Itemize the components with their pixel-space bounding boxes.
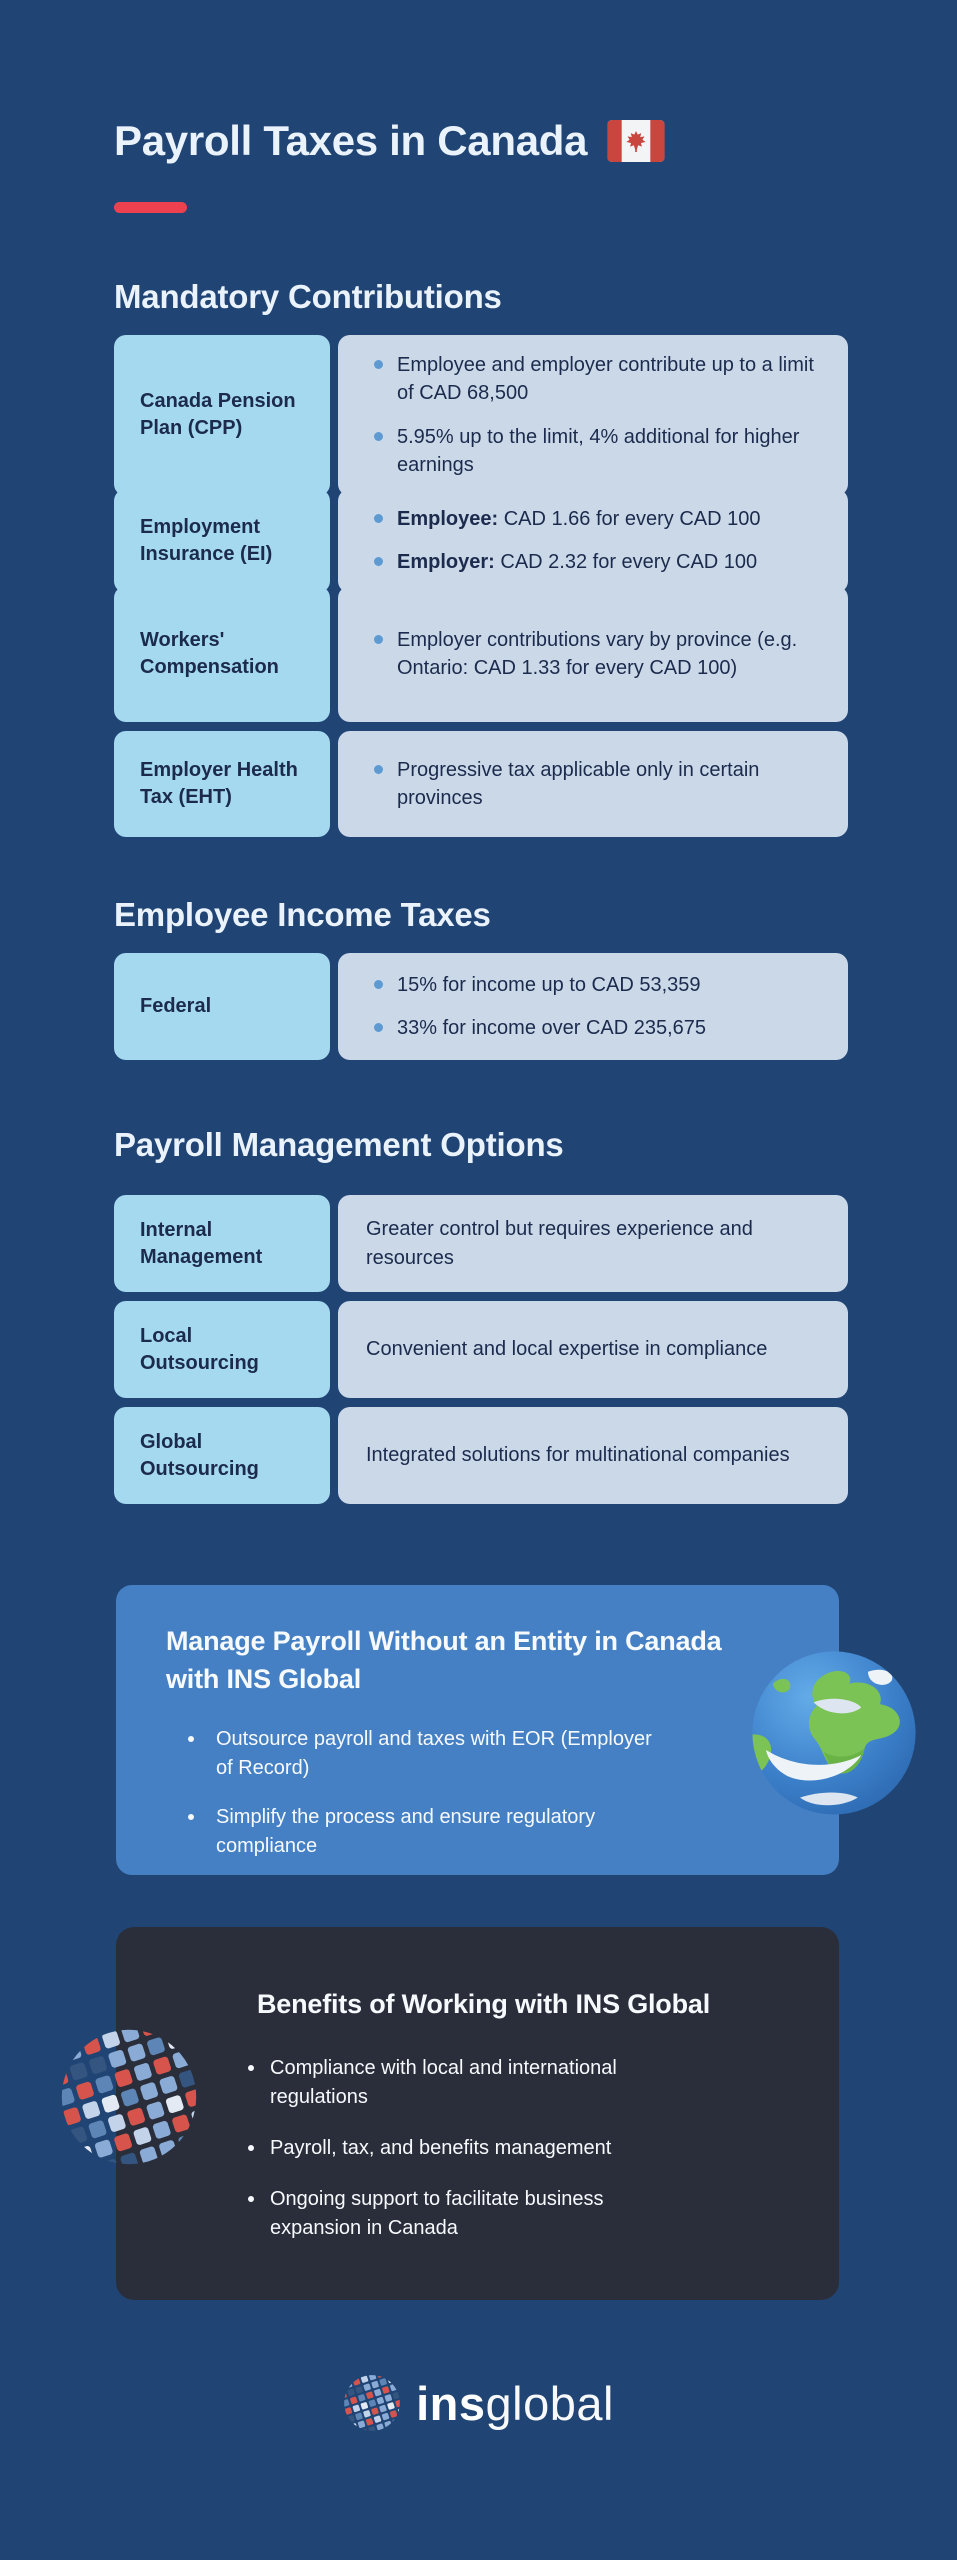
promo-box: [116, 1585, 839, 1875]
row-label: Federal: [140, 995, 212, 1017]
bullet-item: [366, 423, 814, 480]
ins-logo-globe-icon: [343, 2374, 401, 2432]
bullet-text: 33% for income over CAD 235,675: [397, 1017, 707, 1039]
bullet-dot: [374, 1023, 383, 1032]
bullet-item: [366, 505, 814, 533]
row-label: Global Outsourcing: [140, 1430, 259, 1480]
promo-bullet-list: [166, 1725, 779, 1861]
bullet-text: 15% for income up to CAD 53,359: [397, 973, 701, 996]
row-label-cell: [114, 1407, 330, 1504]
row-detail-cell: [338, 489, 848, 593]
bullet-dot: [248, 2145, 254, 2151]
bullet-text: Payroll, tax, and benefits management: [270, 2137, 612, 2159]
bullet-text: Employee and employer contribute up to a limit of CAD 68,500: [397, 354, 814, 405]
row-label-cell: [114, 1195, 330, 1292]
row-detail-cell: [338, 1407, 848, 1504]
title-accent-bar: [114, 202, 187, 213]
row-description: Convenient and local expertise in compliance: [366, 1338, 768, 1361]
table-row-ei: [114, 489, 848, 577]
table-row-workers-compensation: [114, 586, 848, 722]
row-detail-cell: [338, 1195, 848, 1292]
bullet-dot: [374, 557, 383, 566]
employee-income-taxes-table: [114, 953, 848, 1060]
bullet-dot: [374, 432, 383, 441]
row-detail-cell: [338, 731, 848, 837]
bullet-text: Compliance with local and international regulations: [270, 2057, 617, 2108]
bullet-text: Ongoing support to facilitate business expansion in Canada: [270, 2188, 604, 2239]
bullet-item: [366, 971, 814, 999]
bullet-item: [366, 351, 814, 408]
bullet-text: Progressive tax applicable only in certain provinces: [397, 758, 760, 809]
row-detail-cell: [338, 335, 848, 496]
payroll-management-options-table: [114, 1195, 848, 1504]
bullet-dot: [248, 2196, 254, 2202]
bullet-item: [248, 2054, 799, 2112]
row-detail-cell: [338, 1301, 848, 1398]
row-label: Employer Health Tax (EHT): [140, 759, 298, 808]
bullet-dot: [374, 635, 383, 644]
bullet-dot: [374, 514, 383, 523]
row-label: Internal Management: [140, 1218, 263, 1268]
brand-wordmark: insglobal: [416, 2376, 614, 2430]
table-row-eht: [114, 731, 848, 837]
bullet-text: Employer contributions vary by province (e.g. Ontario: CAD 1.33 for every CAD 100): [397, 628, 798, 679]
table-row-global-outsourcing: [114, 1407, 848, 1504]
mandatory-contributions-table: [114, 335, 848, 837]
bullet-text: 5.95% up to the limit, 4% additional for higher earnings: [397, 425, 800, 477]
page-title: Payroll Taxes in Canada: [114, 117, 588, 164]
row-label: Local Outsourcing: [140, 1324, 259, 1374]
footer-brand: [0, 2374, 957, 2432]
row-label-cell: [114, 731, 330, 837]
row-detail-cell: [338, 586, 848, 722]
row-label: Canada Pension Plan (CPP): [140, 390, 296, 440]
row-label: Workers' Compensation: [140, 629, 279, 678]
benefits-bullet-list: [248, 2054, 799, 2243]
table-row-cpp: [114, 335, 848, 480]
bullet-item: [166, 1725, 779, 1783]
bullet-dot: [188, 1736, 194, 1742]
row-label-cell: [114, 1301, 330, 1398]
benefits-box: [116, 1927, 839, 2300]
section-title-payroll-management-options: Payroll Management Options: [114, 1126, 564, 1163]
table-row-internal-management: [114, 1195, 848, 1292]
bullet-item: [366, 1014, 814, 1042]
row-description: Integrated solutions for multinational companies: [366, 1444, 790, 1467]
bullet-text: Employee: CAD 1.66 for every CAD 100: [397, 508, 761, 530]
bullet-item: [366, 548, 814, 576]
bullet-item: [366, 626, 814, 683]
row-label-cell: [114, 335, 330, 496]
table-row-local-outsourcing: [114, 1301, 848, 1398]
row-label-cell: [114, 586, 330, 722]
section-title-mandatory-contributions: Mandatory Contributions: [114, 278, 502, 315]
row-label: Employment Insurance (EI): [140, 515, 273, 565]
bullet-dot: [374, 765, 383, 774]
row-description: Greater control but requires experience and resources: [366, 1218, 753, 1269]
row-label-cell: [114, 953, 330, 1060]
benefits-title: Benefits of Working with INS Global: [256, 1989, 710, 2019]
bullet-item: [248, 2134, 799, 2163]
ins-mosaic-globe-icon: [59, 2027, 199, 2167]
bullet-text: Outsource payroll and taxes with EOR (Employer of Record): [216, 1727, 652, 1779]
bullet-dot: [374, 980, 383, 989]
bullet-text: Simplify the process and ensure regulatory compliance: [216, 1805, 596, 1857]
bullet-item: [166, 1803, 779, 1861]
bullet-dot: [374, 360, 383, 369]
header: [114, 118, 665, 164]
bullet-text: Employer: CAD 2.32 for every CAD 100: [397, 551, 758, 574]
canada-flag-icon: [607, 120, 665, 162]
row-detail-cell: [338, 953, 848, 1060]
bullet-dot: [248, 2065, 254, 2071]
section-title-employee-income-taxes: Employee Income Taxes: [114, 896, 491, 933]
bullet-dot: [188, 1814, 194, 1820]
bullet-item: [366, 756, 814, 813]
table-row-federal: [114, 953, 848, 1060]
row-label-cell: [114, 489, 330, 593]
promo-title: Manage Payroll Without an Entity in Canada with INS Global: [166, 1626, 722, 1694]
earth-globe-illustration: [749, 1648, 919, 1818]
bullet-item: [248, 2185, 799, 2243]
